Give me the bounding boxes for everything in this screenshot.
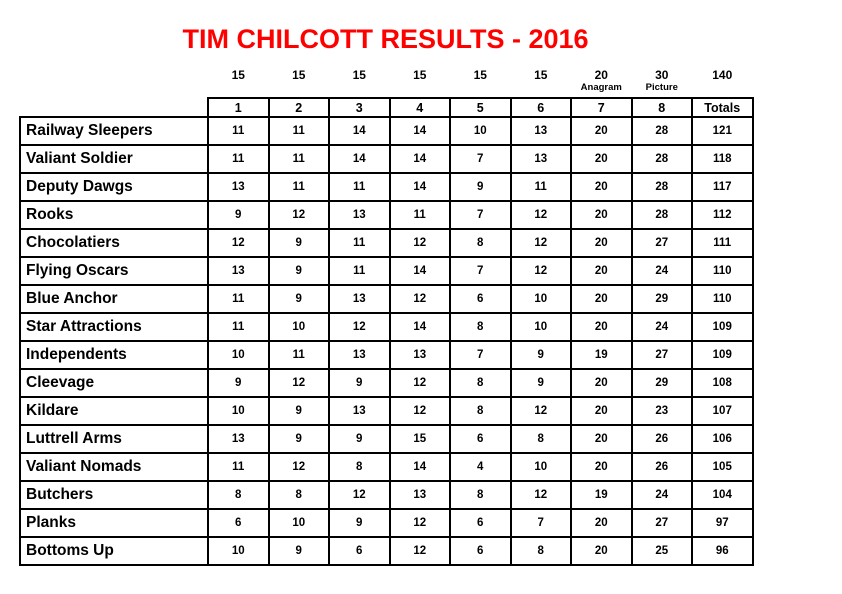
score-cell: 14 — [390, 145, 451, 173]
max-points-cell: 30 — [655, 68, 669, 82]
round-header-cell: 4 — [390, 98, 451, 117]
team-name-cell: Kildare — [20, 397, 208, 425]
results-table — [19, 63, 754, 566]
score-cell: 9 — [329, 425, 390, 453]
scores-body — [20, 117, 753, 565]
score-cell: 6 — [450, 509, 511, 537]
team-name-cell: Chocolatiers — [20, 229, 208, 257]
score-cell: 9 — [511, 341, 572, 369]
total-cell: 96 — [692, 537, 753, 565]
round-header-cell: 5 — [450, 98, 511, 117]
table-row — [20, 145, 753, 173]
score-cell: 23 — [632, 397, 693, 425]
score-cell: 8 — [269, 481, 330, 509]
score-cell: 20 — [571, 229, 632, 257]
round-header-row — [20, 98, 753, 117]
round-header-cell: 8 — [632, 98, 693, 117]
score-cell: 10 — [269, 509, 330, 537]
score-cell: 27 — [632, 509, 693, 537]
score-cell: 9 — [329, 509, 390, 537]
score-cell: 11 — [269, 117, 330, 145]
score-cell: 8 — [450, 481, 511, 509]
total-cell: 109 — [692, 341, 753, 369]
total-cell: 112 — [692, 201, 753, 229]
score-cell: 8 — [511, 537, 572, 565]
round-name-spacer — [20, 82, 208, 98]
score-cell: 8 — [208, 481, 269, 509]
score-cell: 9 — [269, 425, 330, 453]
score-cell: 14 — [390, 313, 451, 341]
max-points-row — [20, 63, 753, 82]
score-cell: 12 — [390, 369, 451, 397]
score-cell: 8 — [329, 453, 390, 481]
score-cell: 12 — [511, 257, 572, 285]
score-cell: 7 — [450, 257, 511, 285]
score-cell: 7 — [450, 341, 511, 369]
score-cell: 14 — [329, 117, 390, 145]
score-cell: 9 — [269, 537, 330, 565]
score-cell: 11 — [208, 285, 269, 313]
table-row — [20, 285, 753, 313]
score-cell: 9 — [329, 369, 390, 397]
score-cell: 29 — [632, 369, 693, 397]
score-cell: 26 — [632, 425, 693, 453]
round-header-cell: 7 — [571, 98, 632, 117]
score-cell: 10 — [450, 117, 511, 145]
round-header-spacer — [20, 98, 208, 117]
score-cell: 11 — [208, 453, 269, 481]
score-cell: 8 — [450, 313, 511, 341]
total-cell: 117 — [692, 173, 753, 201]
score-cell: 11 — [269, 341, 330, 369]
total-cell: 109 — [692, 313, 753, 341]
score-cell: 20 — [571, 145, 632, 173]
total-cell: 106 — [692, 425, 753, 453]
score-cell: 12 — [329, 313, 390, 341]
score-cell: 20 — [571, 117, 632, 145]
score-cell: 15 — [390, 425, 451, 453]
score-cell: 12 — [511, 481, 572, 509]
score-cell: 12 — [208, 229, 269, 257]
score-cell: 12 — [269, 201, 330, 229]
total-cell: 107 — [692, 397, 753, 425]
table-row — [20, 537, 753, 565]
score-cell: 12 — [390, 509, 451, 537]
total-cell: 111 — [692, 229, 753, 257]
table-row — [20, 397, 753, 425]
score-cell: 14 — [390, 453, 451, 481]
total-cell: 110 — [692, 285, 753, 313]
max-points-cell: 15 — [473, 68, 487, 82]
score-cell: 27 — [632, 341, 693, 369]
score-cell: 28 — [632, 173, 693, 201]
round-name-cell — [329, 82, 390, 98]
score-cell: 10 — [511, 313, 572, 341]
max-points-cell: 140 — [712, 68, 733, 82]
score-cell: 7 — [511, 509, 572, 537]
table-row — [20, 509, 753, 537]
score-cell: 20 — [571, 201, 632, 229]
table-row — [20, 341, 753, 369]
score-cell: 20 — [571, 257, 632, 285]
score-cell: 20 — [571, 313, 632, 341]
max-points-cell: 15 — [534, 68, 548, 82]
score-cell: 10 — [511, 285, 572, 313]
team-name-cell: Butchers — [20, 481, 208, 509]
team-name-cell: Rooks — [20, 201, 208, 229]
table-row — [20, 229, 753, 257]
team-name-cell: Cleevage — [20, 369, 208, 397]
score-cell: 6 — [450, 537, 511, 565]
score-cell: 9 — [269, 397, 330, 425]
round-header-cell: 2 — [269, 98, 330, 117]
score-cell: 9 — [208, 369, 269, 397]
score-cell: 12 — [390, 397, 451, 425]
score-cell: 13 — [329, 397, 390, 425]
score-cell: 12 — [390, 285, 451, 313]
score-cell: 13 — [511, 145, 572, 173]
score-cell: 12 — [269, 453, 330, 481]
team-name-cell: Railway Sleepers — [20, 117, 208, 145]
round-name-cell — [450, 82, 511, 98]
total-cell: 108 — [692, 369, 753, 397]
score-cell: 9 — [450, 173, 511, 201]
score-cell: 12 — [390, 537, 451, 565]
team-name-cell: Independents — [20, 341, 208, 369]
score-cell: 19 — [571, 481, 632, 509]
total-cell: 97 — [692, 509, 753, 537]
score-cell: 11 — [208, 313, 269, 341]
round-header-cell: 6 — [511, 98, 572, 117]
table-row — [20, 369, 753, 397]
round-header-cell: Totals — [692, 98, 753, 117]
score-cell: 7 — [450, 201, 511, 229]
table-row — [20, 173, 753, 201]
table-row — [20, 117, 753, 145]
score-cell: 9 — [269, 257, 330, 285]
team-name-cell: Blue Anchor — [20, 285, 208, 313]
score-cell: 11 — [208, 145, 269, 173]
score-cell: 24 — [632, 257, 693, 285]
score-cell: 12 — [329, 481, 390, 509]
score-cell: 4 — [450, 453, 511, 481]
score-cell: 20 — [571, 173, 632, 201]
table-row — [20, 481, 753, 509]
max-points-cell: 20 — [594, 68, 608, 82]
results-table-wrap — [19, 63, 754, 566]
total-cell: 118 — [692, 145, 753, 173]
score-cell: 9 — [269, 229, 330, 257]
round-name-cell — [511, 82, 572, 98]
score-cell: 13 — [208, 173, 269, 201]
score-cell: 11 — [208, 117, 269, 145]
total-cell: 110 — [692, 257, 753, 285]
score-cell: 7 — [450, 145, 511, 173]
max-points-cell: 15 — [413, 68, 427, 82]
team-name-cell: Star Attractions — [20, 313, 208, 341]
score-cell: 6 — [329, 537, 390, 565]
score-cell: 24 — [632, 481, 693, 509]
total-cell: 121 — [692, 117, 753, 145]
max-points-cell: 15 — [352, 68, 366, 82]
table-row — [20, 313, 753, 341]
score-cell: 9 — [511, 369, 572, 397]
round-name-cell: Anagram — [580, 82, 622, 93]
score-cell: 10 — [208, 537, 269, 565]
score-cell: 8 — [450, 369, 511, 397]
score-cell: 12 — [390, 229, 451, 257]
score-cell: 10 — [269, 313, 330, 341]
round-header-cell: 3 — [329, 98, 390, 117]
score-cell: 6 — [450, 285, 511, 313]
page-title: TIM CHILCOTT RESULTS - 2016 — [182, 24, 589, 54]
score-cell: 20 — [571, 369, 632, 397]
score-cell: 12 — [511, 201, 572, 229]
score-cell: 20 — [571, 509, 632, 537]
team-name-cell: Valiant Nomads — [20, 453, 208, 481]
score-cell: 9 — [208, 201, 269, 229]
score-cell: 11 — [329, 229, 390, 257]
score-cell: 29 — [632, 285, 693, 313]
total-cell: 105 — [692, 453, 753, 481]
score-cell: 8 — [511, 425, 572, 453]
team-name-cell: Valiant Soldier — [20, 145, 208, 173]
score-cell: 24 — [632, 313, 693, 341]
max-points-cell: 15 — [231, 68, 245, 82]
score-cell: 19 — [571, 341, 632, 369]
team-name-cell: Deputy Dawgs — [20, 173, 208, 201]
round-name-cell — [390, 82, 451, 98]
team-name-cell: Luttrell Arms — [20, 425, 208, 453]
score-cell: 12 — [511, 229, 572, 257]
score-cell: 9 — [269, 285, 330, 313]
score-cell: 8 — [450, 397, 511, 425]
score-cell: 10 — [208, 397, 269, 425]
score-cell: 28 — [632, 201, 693, 229]
score-cell: 13 — [329, 341, 390, 369]
score-cell: 28 — [632, 117, 693, 145]
score-cell: 13 — [511, 117, 572, 145]
score-cell: 26 — [632, 453, 693, 481]
round-name-cell: Picture — [645, 82, 678, 93]
score-cell: 14 — [390, 173, 451, 201]
score-cell: 11 — [511, 173, 572, 201]
total-cell: 104 — [692, 481, 753, 509]
team-name-cell: Flying Oscars — [20, 257, 208, 285]
score-cell: 14 — [329, 145, 390, 173]
score-cell: 13 — [390, 341, 451, 369]
round-name-cell — [208, 82, 269, 98]
round-names-row — [20, 82, 753, 98]
score-cell: 6 — [450, 425, 511, 453]
score-cell: 20 — [571, 425, 632, 453]
score-cell: 12 — [511, 397, 572, 425]
round-name-cell — [269, 82, 330, 98]
score-cell: 11 — [269, 145, 330, 173]
max-points-spacer — [20, 63, 208, 82]
round-header-cell: 1 — [208, 98, 269, 117]
score-cell: 20 — [571, 397, 632, 425]
score-cell: 20 — [571, 285, 632, 313]
score-cell: 12 — [269, 369, 330, 397]
table-row — [20, 257, 753, 285]
score-cell: 6 — [208, 509, 269, 537]
round-name-cell — [692, 82, 753, 98]
score-cell: 10 — [208, 341, 269, 369]
score-cell: 13 — [208, 425, 269, 453]
score-cell: 11 — [329, 257, 390, 285]
team-name-cell: Planks — [20, 509, 208, 537]
score-cell: 20 — [571, 453, 632, 481]
score-cell: 8 — [450, 229, 511, 257]
score-cell: 13 — [329, 201, 390, 229]
score-cell: 11 — [269, 173, 330, 201]
score-cell: 11 — [390, 201, 451, 229]
score-cell: 27 — [632, 229, 693, 257]
score-cell: 25 — [632, 537, 693, 565]
table-row — [20, 201, 753, 229]
table-row — [20, 453, 753, 481]
max-points-cell: 15 — [292, 68, 306, 82]
score-cell: 14 — [390, 117, 451, 145]
table-row — [20, 425, 753, 453]
score-cell: 13 — [390, 481, 451, 509]
team-name-cell: Bottoms Up — [20, 537, 208, 565]
score-cell: 11 — [329, 173, 390, 201]
score-cell: 13 — [329, 285, 390, 313]
score-cell: 10 — [511, 453, 572, 481]
score-cell: 20 — [571, 537, 632, 565]
score-cell: 13 — [208, 257, 269, 285]
score-cell: 14 — [390, 257, 451, 285]
score-cell: 28 — [632, 145, 693, 173]
